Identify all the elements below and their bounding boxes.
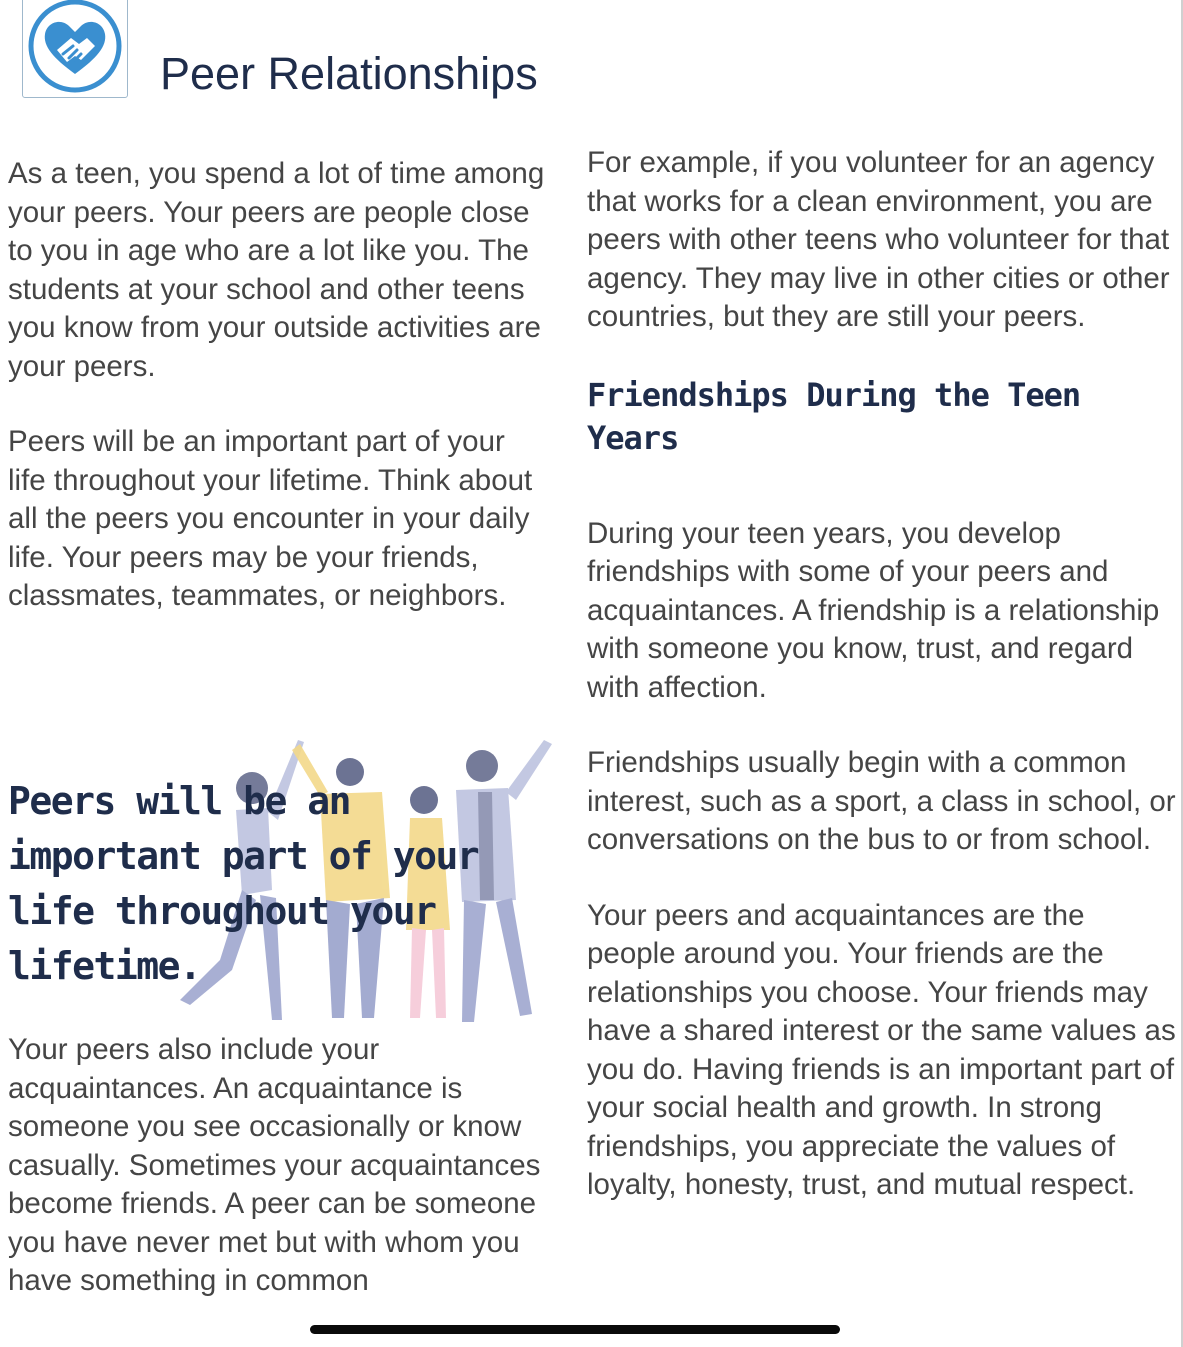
right-column [587,144,1177,1205]
logo-badge [22,0,128,98]
left-paragraph-3: Your peers also include your acquaintances. An acquaintance is someone you see occasionally or know casually. Sometimes your acquaintances become friends. A peer can be someone you have never met but with whom you have something in common [8,1033,541,1297]
right-paragraph-1: During your teen years, you develop friendships with some of your peers and acquaintances. A friendship is a relationship with someone you know, trust, and regard with affection. [587,516,1160,704]
pull-quote: Peers will be an important part of your life throughout your lifetime. [8,779,479,988]
section-heading: Friendships During the Teen Years [587,375,1081,457]
page-title: Peer Relationships [160,48,538,100]
right-paragraph-2: Friendships usually begin with a common interest, such as a sport, a class in school, or conversations on the bus to or from school. [587,746,1176,856]
right-intro-paragraph: For example, if you volunteer for an agency that works for a clean environment, you are peers with other teens who volunteer for that agency. They may live in other cities or other countries, but they are still your peers. [587,146,1170,333]
left-paragraph-1: As a teen, you spend a lot of time among your peers. Your peers are people close to you in age who are a lot like you. The students at your school and other teens you know from your outside activities are your peers. [8,157,545,383]
left-column [8,155,548,616]
left-lower-column [8,1031,548,1301]
home-indicator-bar[interactable] [310,1325,840,1334]
right-paragraph-3: Your peers and acquaintances are the people around you. Your friends are the relationships you choose. Your friends may have a shared interest or the same values as you do. Having friends is an important part of your social health and growth. In strong friendships, you appreciate the values of loyalty, honesty, trust, and mutual respect. [587,898,1176,1201]
left-paragraph-2: Peers will be an important part of your life throughout your lifetime. Think about all the peers you encounter in your daily life. Your peers may be your friends, classmates, teammates, or neighbors. [8,425,533,612]
heart-handshake-icon [27,0,123,94]
